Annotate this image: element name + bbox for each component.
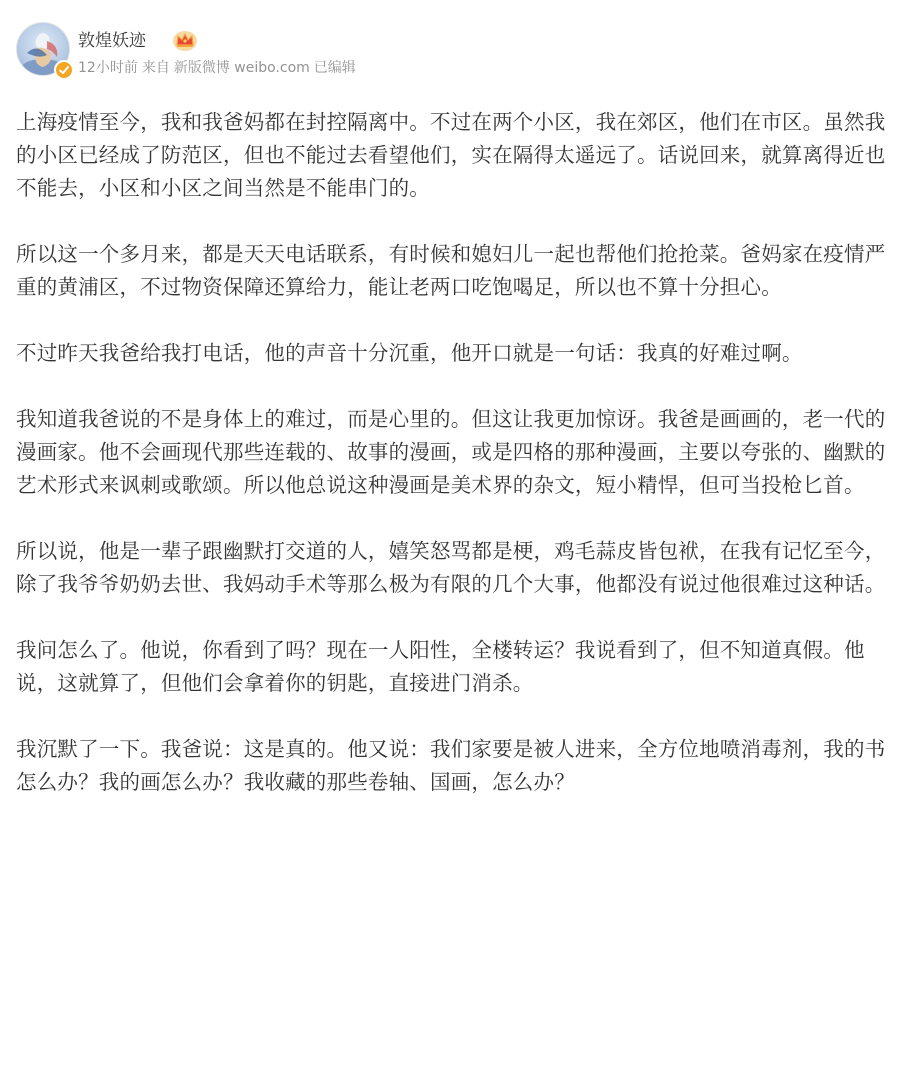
post-time[interactable]: 12小时前 xyxy=(78,60,138,76)
edited-label: 已编辑 xyxy=(313,60,356,76)
source-prefix: 来自 xyxy=(141,60,170,76)
post-paragraph-7: 我沉默了一下。我爸说：这是真的。他又说：我们家要是被人进来，全方位地喷消毒剂，我的书怎么办？我的画怎么办？我收藏的那些卷轴、国画，怎么办？ xyxy=(16,737,886,794)
post-paragraph-3: 不过昨天我爸给我打电话，他的声音十分沉重，他开口就是一句话：我真的好难过啊。 xyxy=(16,341,803,365)
post-body xyxy=(16,106,896,832)
post-source[interactable]: 新版微博 weibo.com xyxy=(173,60,310,76)
post-paragraph-4: 我知道我爸说的不是身体上的难过，而是心里的。但这让我更加惊讶。我爸是画画的，老一代的漫画家。他不会画现代那些连载的、故事的漫画，或是四格的那种漫画，主要以夸张的、幽默的艺术形式来讽刺或歌颂。所以他总说这种漫画是美术界的杂文，短小精悍，但可当投枪匕首。 xyxy=(16,407,886,497)
post-paragraph-5: 所以说，他是一辈子跟幽默打交道的人，嬉笑怒骂都是梗，鸡毛蒜皮皆包袱，在我有记忆至今，除了我爷爷奶奶去世、我妈动手术等那么极为有限的几个大事，他都没有说过他很难过这种话。 xyxy=(16,539,886,596)
post-paragraph-6: 我问怎么了。他说，你看到了吗？现在一人阳性，全楼转运？我说看到了，但不知道真假。他说，这就算了，但他们会拿着你的钥匙，直接进门消杀。 xyxy=(16,638,865,695)
post-header xyxy=(16,22,896,82)
post-paragraph-1: 上海疫情至今，我和我爸妈都在封控隔离中。不过在两个小区，我在郊区，他们在市区。虽然我的小区已经成了防范区，但也不能过去看望他们，实在隔得太遥远了。话说回来，就算离得近也不能去，小区和小区之间当然是不能串门的。 xyxy=(16,110,886,200)
post-meta xyxy=(78,59,360,77)
post-paragraph-2: 所以这一个多月来，都是天天电话联系，有时候和媳妇儿一起也帮他们抢抢菜。爸妈家在疫情严重的黄浦区，不过物资保障还算给力，能让老两口吃饱喝足，所以也不算十分担心。 xyxy=(16,242,886,299)
author-name[interactable]: 敦煌妖迹 xyxy=(78,31,146,51)
verified-badge-icon xyxy=(54,60,74,80)
crown-icon[interactable] xyxy=(172,28,198,52)
